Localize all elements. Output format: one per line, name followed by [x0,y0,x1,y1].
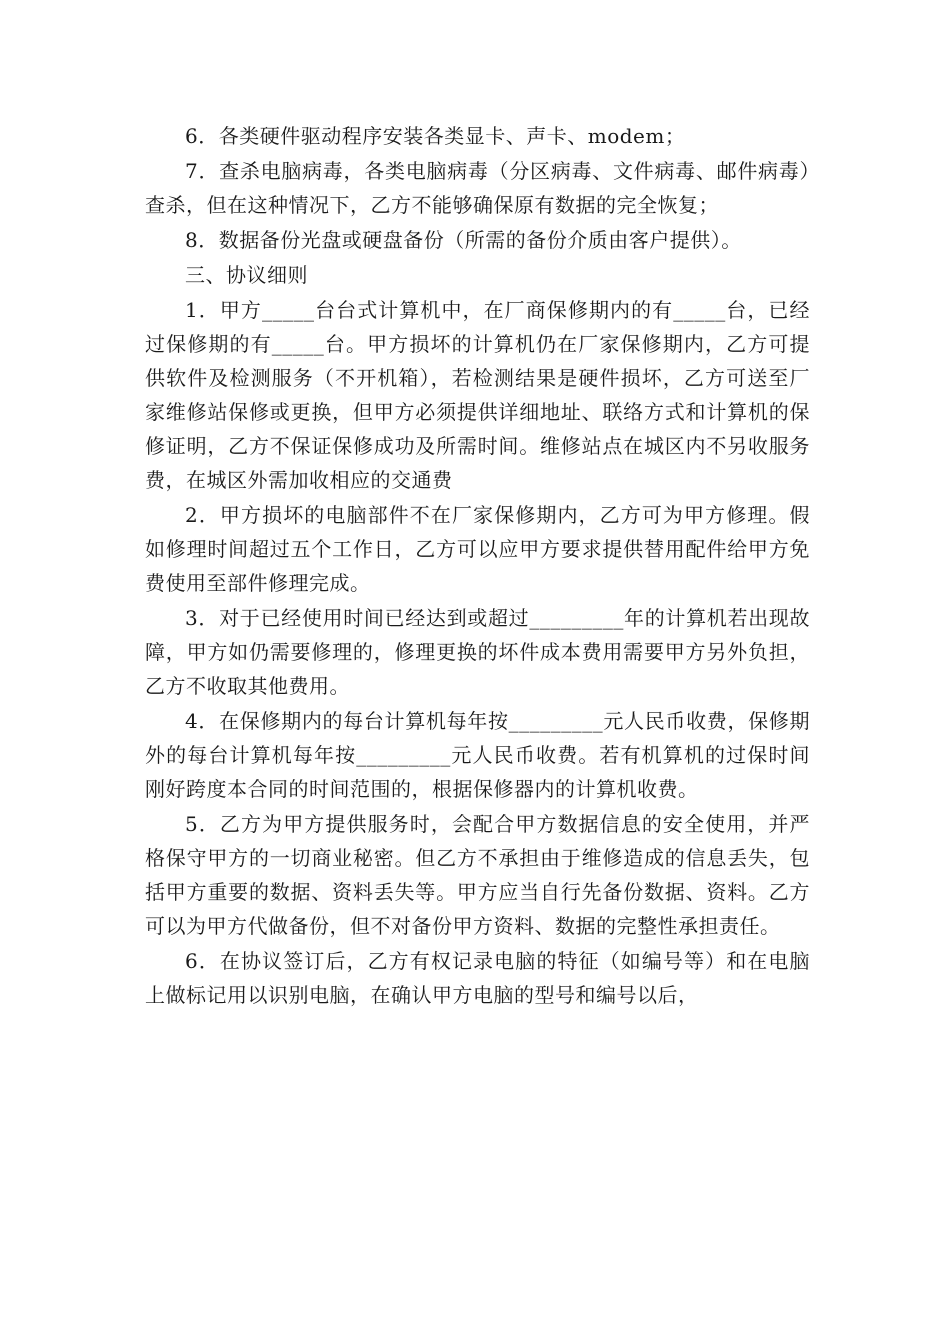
paragraph-item-8-data-backup: 8．数据备份光盘或硬盘备份（所需的备份介质由客户提供）。 [185,228,742,252]
paragraph-item-6-driver-install: 6．各类硬件驱动程序安装各类显卡、声卡、modem； [185,124,686,148]
document-body [145,119,810,1013]
section-heading-agreement-details: 三、协议细则 [185,263,308,287]
clause-5-confidentiality: 5．乙方为甲方提供服务时，会配合甲方数据信息的安全使用，并严格保守甲方的一切商业秘密。但乙方不承担由于维修造成的信息丢失，包括甲方重要的数据、资料丢失等。甲方应当自行先备份数据、资料。乙方可以为甲方代做备份，但不对备份甲方资料、数据的完整性承担责任。 [145,812,810,938]
clause-4-fees: 4．在保修期内的每台计算机每年按_________元人民币收费，保修期外的每台计算机每年按_________元人民币收费。若有机算机的过保时间刚好跨度本合同的时间范围的，根据保修器内的计算机收费。 [145,709,810,801]
paragraph-item-7-virus-removal: 7．查杀电脑病毒，各类电脑病毒（分区病毒、文件病毒、邮件病毒）查杀，但在这种情况下，乙方不能够确保原有数据的完全恢复； [145,159,810,217]
clause-1-warranty: 1．甲方_____台台式计算机中，在厂商保修期内的有_____台，已经过保修期的有_____台。甲方损坏的计算机仍在厂家保修期内，乙方可提供软件及检测服务（不开机箱），若检测结果是硬件损坏，乙方可送至厂家维修站保修或更换，但甲方必须提供详细地址、联络方式和计算机的保修证明，乙方不保证保修成功及所需时间。维修站点在城区内不另收服务费，在城区外需加收相应的交通费 [145,298,810,492]
clause-6-device-marking: 6．在协议签订后，乙方有权记录电脑的特征（如编号等）和在电脑上做标记用以识别电脑，在确认甲方电脑的型号和编号以后， [145,949,810,1007]
clause-2-out-of-warranty-repair: 2．甲方损坏的电脑部件不在厂家保修期内，乙方可为甲方修理。假如修理时间超过五个工作日，乙方可以应甲方要求提供替用配件给甲方免费使用至部件修理完成。 [145,503,810,595]
clause-3-aged-computers: 3．对于已经使用时间已经达到或超过_________年的计算机若出现故障，甲方如仍需要修理的，修理更换的坏件成本费用需要甲方另外负担，乙方不收取其他费用。 [145,606,810,698]
